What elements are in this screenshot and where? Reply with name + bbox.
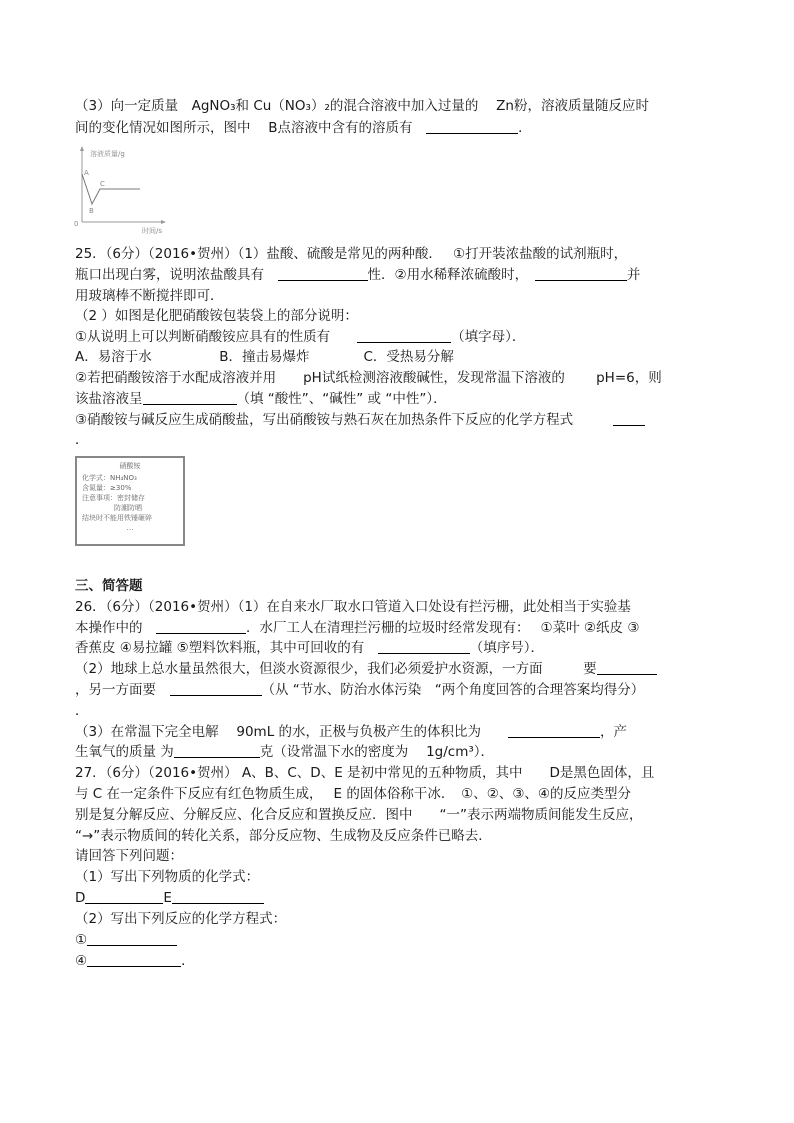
answer-blank[interactable] — [170, 681, 262, 696]
q26-text: ．水厂工人在清理拦污栅的垃圾时经常发现有： ①菜叶 ②纸皮 ③ — [246, 620, 640, 636]
point-b-label: B — [89, 207, 94, 215]
fertilizer-label — [75, 456, 185, 546]
answer-blank[interactable] — [597, 660, 657, 675]
label-notice: 注意事项：密封储存 — [82, 494, 145, 502]
q27-line7 — [75, 889, 264, 907]
q26-text: （从 “节水、防治水体污染 “两个角度回答的合理答案均得分） — [261, 682, 645, 698]
q26-line7 — [75, 723, 627, 741]
q27-line10 — [75, 952, 195, 970]
q25-line7: ②若把硝酸铵溶于水配成溶液并用 pH试纸检测溶液酸碱性，发现常温下溶液的 pH=6，则 — [75, 370, 662, 386]
q26-text: （填序号）． — [469, 640, 545, 656]
q25-line1: 25．（6分）（2016•贺州）（1）盐酸、硫酸是常见的两种酸． ①打开装浓盐酸的试剂瓶时， — [75, 246, 628, 262]
point-c-label: C — [100, 180, 105, 188]
q26-line1: 26．（6分）（2016•贺州）（1）在自来水厂取水口管道入口处设有拦污栅，此处相当于实验基 — [75, 599, 631, 615]
q26-text: （3）在常温下完全电解 90mL 的水，正极与负极产生的体积比为 — [75, 724, 482, 740]
mass-curve — [82, 174, 140, 204]
answer-blank[interactable] — [87, 931, 177, 946]
q26-line6: ． — [75, 703, 89, 719]
q25-line8 — [75, 390, 447, 408]
q26-text: ，另一方面要 — [75, 682, 156, 698]
answer-blank[interactable] — [426, 119, 518, 134]
label-nitrogen-content: 含氮量：≥30% — [82, 484, 132, 492]
q26-line4 — [75, 660, 657, 678]
q26-text: 克（设常温下水的密度为 1g/cm³）． — [259, 744, 495, 760]
y-axis-arrow — [80, 146, 84, 151]
label-formula: 化学式：NH₄NO₃ — [82, 474, 137, 482]
q26-line8 — [75, 743, 494, 761]
q27-line5: 请回答下列问题： — [75, 848, 183, 864]
answer-blank[interactable] — [143, 390, 237, 405]
x-axis-arrow — [161, 220, 166, 224]
q25-line4: （2 ）如图是化肥硝酸铵包装袋上的部分说明： — [75, 308, 358, 324]
label-notice-2: 防潮防晒 — [114, 504, 142, 512]
q27-line8: （2）写出下列反应的化学方程式： — [75, 911, 287, 927]
answer-blank[interactable] — [613, 411, 645, 426]
q25-line2 — [75, 266, 640, 284]
answer-blank[interactable] — [87, 952, 181, 967]
q25-line9 — [75, 411, 645, 429]
q24-3-line1: （3）向一定质量 AgNO₃和 Cu（NO₃）₂的混合溶液中加入过量的 Zn粉，溶液质量随反应时 — [75, 98, 649, 114]
q25-text: 瓶口出现白雾，说明浓盐酸具有 — [75, 267, 264, 283]
answer-blank[interactable] — [378, 639, 470, 654]
q25-text: 该盐溶液呈 — [75, 391, 143, 407]
q27-line1: 27．（6分）（2016•贺州） A、B、C、D、E 是初中常见的五种物质，其中 D是黑色固体，且 — [75, 765, 655, 781]
period: ． — [518, 120, 532, 136]
origin-label: 0 — [74, 220, 79, 228]
answer-blank[interactable] — [172, 889, 264, 904]
period: ． — [181, 953, 195, 969]
answer-blank[interactable] — [508, 723, 600, 738]
q25-text: （填 “酸性”、“碱性” 或 “中性”）． — [236, 391, 447, 407]
q26-text: 生氧气的质量 为 — [75, 744, 174, 760]
q26-line2 — [75, 619, 639, 637]
q26-text: ，产 — [600, 724, 628, 740]
answer-blank[interactable] — [156, 619, 246, 634]
point-a-label: A — [84, 169, 89, 177]
q27-text: E — [163, 890, 172, 906]
answer-blank[interactable] — [85, 889, 163, 904]
q27-line4: “→”表示物质间的转化关系，部分反应物、生成物及反应条件已略去． — [75, 828, 492, 844]
q25-line6: A．易溶于水 B．撞击易爆炸 C．受热易分解 — [75, 349, 454, 365]
q26-text: 本操作中的 — [75, 620, 143, 636]
q25-text: 并 — [626, 267, 641, 283]
answer-blank[interactable] — [174, 743, 260, 758]
q26-line3 — [75, 639, 544, 657]
q27-line9 — [75, 931, 177, 949]
q26-text: 香蕉皮 ④易拉罐 ⑤塑料饮料瓶，其中可回收的有 — [75, 640, 365, 656]
q24-3-line2 — [75, 119, 532, 137]
y-axis-label: 溶液质量/g — [90, 150, 125, 158]
q27-text: D — [75, 890, 86, 906]
q25-line3: 用玻璃棒不断搅拌即可． — [75, 288, 224, 304]
answer-blank[interactable] — [535, 266, 627, 281]
label-dots: … — [126, 524, 134, 532]
answer-blank[interactable] — [278, 266, 368, 281]
q25-text: （填字母）． — [451, 329, 526, 345]
q25-text: ③硝酸铵与碱反应生成硝酸盐，写出硝酸铵与熟石灰在加热条件下反应的化学方程式 — [75, 412, 574, 428]
answer-blank[interactable] — [357, 328, 451, 343]
q27-line6: （1）写出下列物质的化学式： — [75, 869, 260, 885]
q26-text: （2）地球上总水量虽然很大，但淡水资源很少，我们必须爱护水资源，一方面 要 — [75, 661, 597, 677]
q27-text: ① — [75, 932, 88, 948]
q25-line10: ． — [75, 432, 89, 448]
q27-text: ④ — [75, 953, 88, 969]
q25-text: 性．②用水稀释浓硫酸时， — [367, 267, 522, 283]
q25-line5 — [75, 328, 525, 346]
solution-mass-graph — [70, 144, 170, 236]
section-title: 三、简答题 — [75, 578, 143, 594]
x-axis-label: 时间/s — [142, 227, 163, 235]
q27-line2: 与 C 在一定条件下反应有红色物质生成， E 的固体俗称干冰． ①、②、③、④的反应类型分 — [75, 786, 632, 802]
q25-text: ①从说明上可以判断硝酸铵应具有的性质有 — [75, 329, 331, 345]
q24-3-text: 间的变化情况如图所示，图中 B点溶液中含有的溶质有 — [75, 120, 413, 136]
q26-line5 — [75, 681, 644, 699]
label-notice-3: 结块时不能用铁锤砸碎 — [82, 514, 152, 522]
q27-line3: 别是复分解反应、分解反应、化合反应和置换反应．图中 “一”表示两端物质间能发生反应， — [75, 807, 643, 823]
label-title: 硝酸铵 — [119, 462, 141, 470]
